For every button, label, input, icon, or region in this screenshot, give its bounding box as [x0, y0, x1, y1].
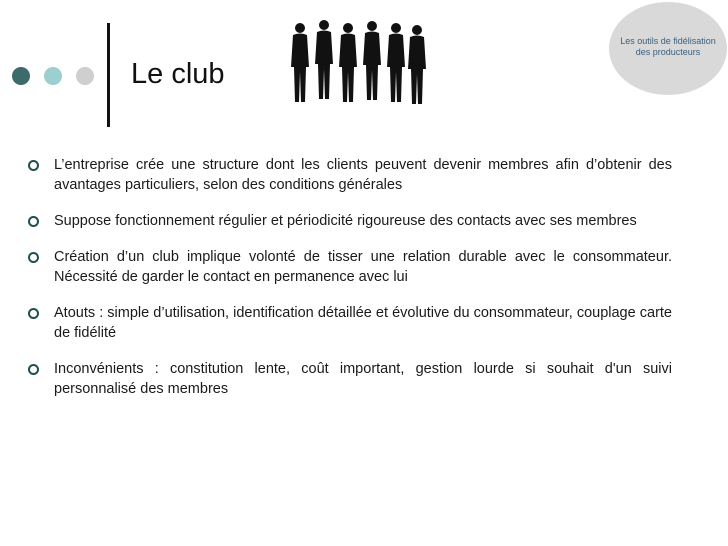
section-badge — [609, 2, 727, 95]
ring-bullet-icon — [28, 308, 39, 319]
section-badge-label: Les outils de fidélisation des producteurs — [620, 36, 716, 57]
bullet-item — [28, 155, 672, 195]
dot-light-icon — [44, 67, 62, 85]
silhouettes-of-people-icon — [280, 18, 430, 136]
slide-title: Le club — [131, 58, 225, 90]
bullet-list — [28, 155, 672, 415]
bullet-item — [28, 303, 672, 343]
ring-bullet-icon — [28, 364, 39, 375]
title-divider — [107, 23, 110, 127]
bullet-text: L’entreprise crée une structure dont les clients peuvent devenir membres afin d’obtenir des avantages particuliers, selon des conditions générales — [54, 157, 672, 193]
bullet-text: Inconvénients : constitution lente, coût important, gestion lourde si souhait d'un suivi personnalisé des membres — [54, 361, 672, 397]
ring-bullet-icon — [28, 160, 39, 171]
bullet-text: Création d’un club implique volonté de tisser une relation durable avec le consommateur. Nécessité de garder le contact en permanence avec lui — [54, 249, 672, 285]
bullet-item — [28, 247, 672, 287]
bullet-item — [28, 359, 672, 399]
bullet-text: Suppose fonctionnement régulier et périodicité rigoureuse des contacts avec ses membres — [54, 213, 637, 229]
bullet-text: Atouts : simple d’utilisation, identification détaillée et évolutive du consommateur, couplage carte de fidélité — [54, 305, 672, 341]
decorative-dots — [12, 67, 94, 85]
bullet-item — [28, 211, 672, 231]
dot-grey-icon — [76, 67, 94, 85]
ring-bullet-icon — [28, 252, 39, 263]
dot-dark-icon — [12, 67, 30, 85]
ring-bullet-icon — [28, 216, 39, 227]
